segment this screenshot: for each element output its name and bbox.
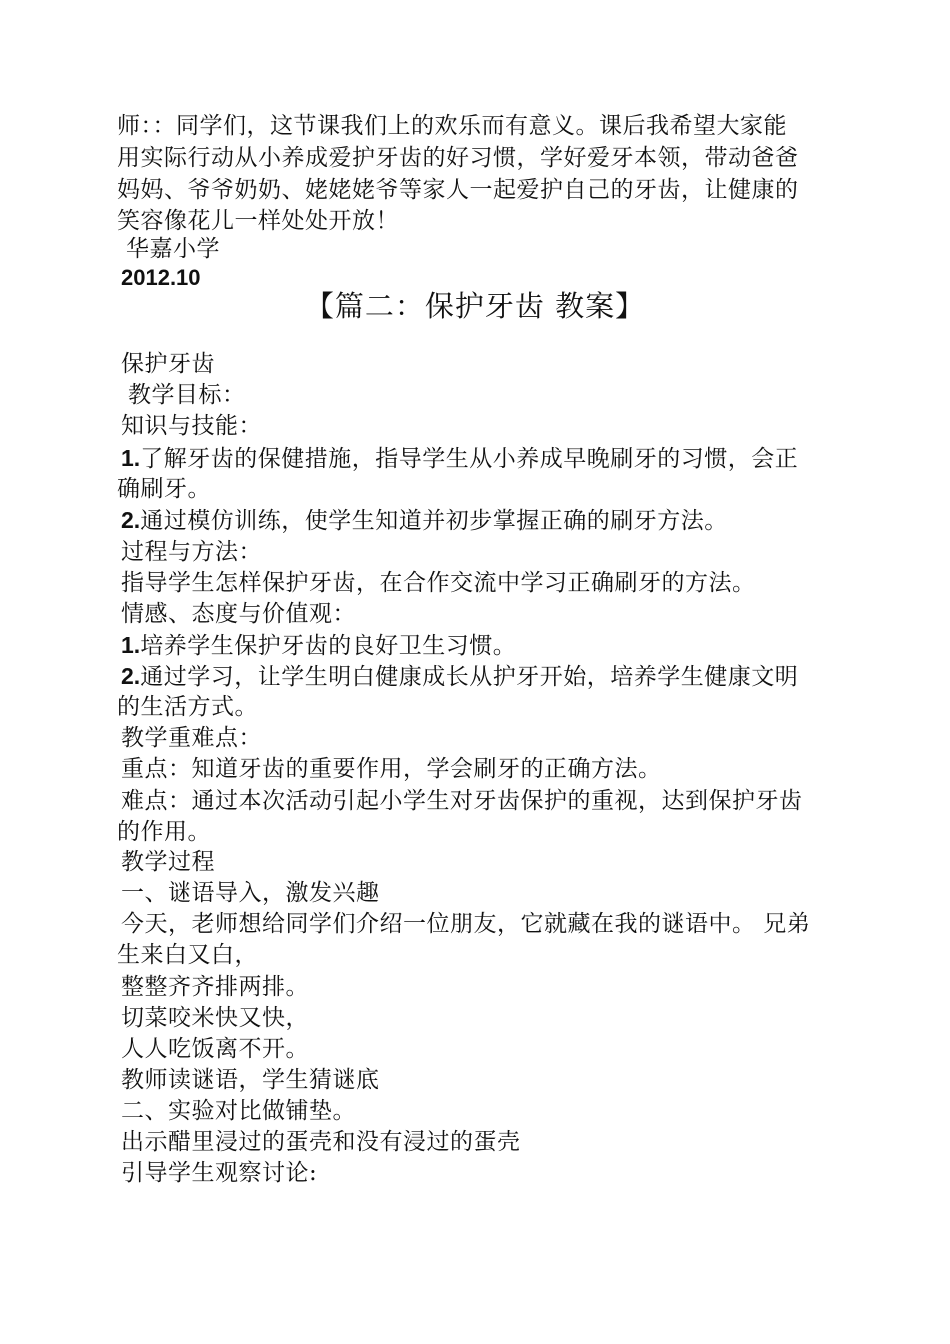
item-number: 2. xyxy=(121,507,141,533)
difficulty-label: 教学重难点： xyxy=(121,725,262,751)
knowledge-item-2 xyxy=(121,505,831,537)
item-text: 培养学生保护牙齿的良好卫生习惯。 xyxy=(140,633,517,659)
knowledge-item-1 xyxy=(121,443,831,475)
riddle-action: 教师读谜语，学生猜谜底 xyxy=(121,1067,380,1093)
item-text: 通过模仿训练，使学生知道并初步掌握正确的刷牙方法。 xyxy=(140,508,728,534)
section-heading: 【篇二：保护牙齿 教案】 xyxy=(304,289,646,323)
closing-paragraph-line-4: 笑容像花儿一样处处开放！ xyxy=(117,208,399,234)
hard-point: 难点：通过本次活动引起小学生对牙齿保护的重视，达到保护牙齿 xyxy=(121,788,803,814)
teaching-process-title: 教学过程 xyxy=(121,849,215,875)
key-point: 重点：知道牙齿的重要作用，学会刷牙的正确方法。 xyxy=(121,756,662,782)
riddle-line-4: 人人吃饭离不开。 xyxy=(121,1036,309,1062)
item-text: 了解牙齿的保健措施，指导学生从小养成早晚刷牙的习惯，会正 xyxy=(140,446,799,472)
knowledge-item-1-continued: 确刷牙。 xyxy=(117,476,211,502)
process-methods-label: 过程与方法： xyxy=(121,539,262,565)
emotion-item-2 xyxy=(121,661,831,693)
emotion-values-label: 情感、态度与价值观： xyxy=(121,601,356,627)
step-2-line-2: 引导学生观察讨论: xyxy=(121,1160,318,1186)
item-number: 1. xyxy=(121,445,141,471)
knowledge-skills-label: 知识与技能： xyxy=(121,413,262,439)
riddle-line-3: 切菜咬米快又快， xyxy=(121,1005,309,1031)
hard-point-continued: 的作用。 xyxy=(117,819,211,845)
item-text: 通过学习，让学生明白健康成长从护牙开始，培养学生健康文明 xyxy=(140,664,799,690)
school-name: 华嘉小学 xyxy=(126,236,220,262)
emotion-item-2-continued: 的生活方式。 xyxy=(117,694,258,720)
step-2-title: 二、实验对比做铺垫。 xyxy=(121,1098,356,1124)
step-1-intro: 今天，老师想给同学们介绍一位朋友，它就藏在我的谜语中。 兄弟 xyxy=(121,911,811,937)
process-methods-text: 指导学生怎样保护牙齿，在合作交流中学习正确刷牙的方法。 xyxy=(121,570,756,596)
closing-paragraph-line-2: 用实际行动从小养成爱护牙齿的好习惯，学好爱牙本领，带动爸爸 xyxy=(117,145,799,171)
riddle-line-2: 整整齐齐排两排。 xyxy=(121,974,309,1000)
item-number: 2. xyxy=(121,663,141,689)
lesson-title: 保护牙齿 xyxy=(121,351,215,377)
closing-paragraph-line-3: 妈妈、爷爷奶奶、姥姥姥爷等家人一起爱护自己的牙齿，让健康的 xyxy=(117,177,799,203)
step-2-line-1: 出示醋里浸过的蛋壳和没有浸过的蛋壳 xyxy=(121,1129,521,1155)
item-number: 1. xyxy=(121,632,141,658)
objectives-label: 教学目标： xyxy=(128,382,246,408)
document-date: 2012.10 xyxy=(121,265,201,290)
closing-paragraph-line-1: 师：：同学们，这节课我们上的欢乐而有意义。课后我希望大家能 xyxy=(117,113,787,139)
step-1-intro-continued: 生来白又白， xyxy=(117,942,258,968)
emotion-item-1 xyxy=(121,630,831,662)
step-1-title: 一、谜语导入，激发兴趣 xyxy=(121,880,380,906)
